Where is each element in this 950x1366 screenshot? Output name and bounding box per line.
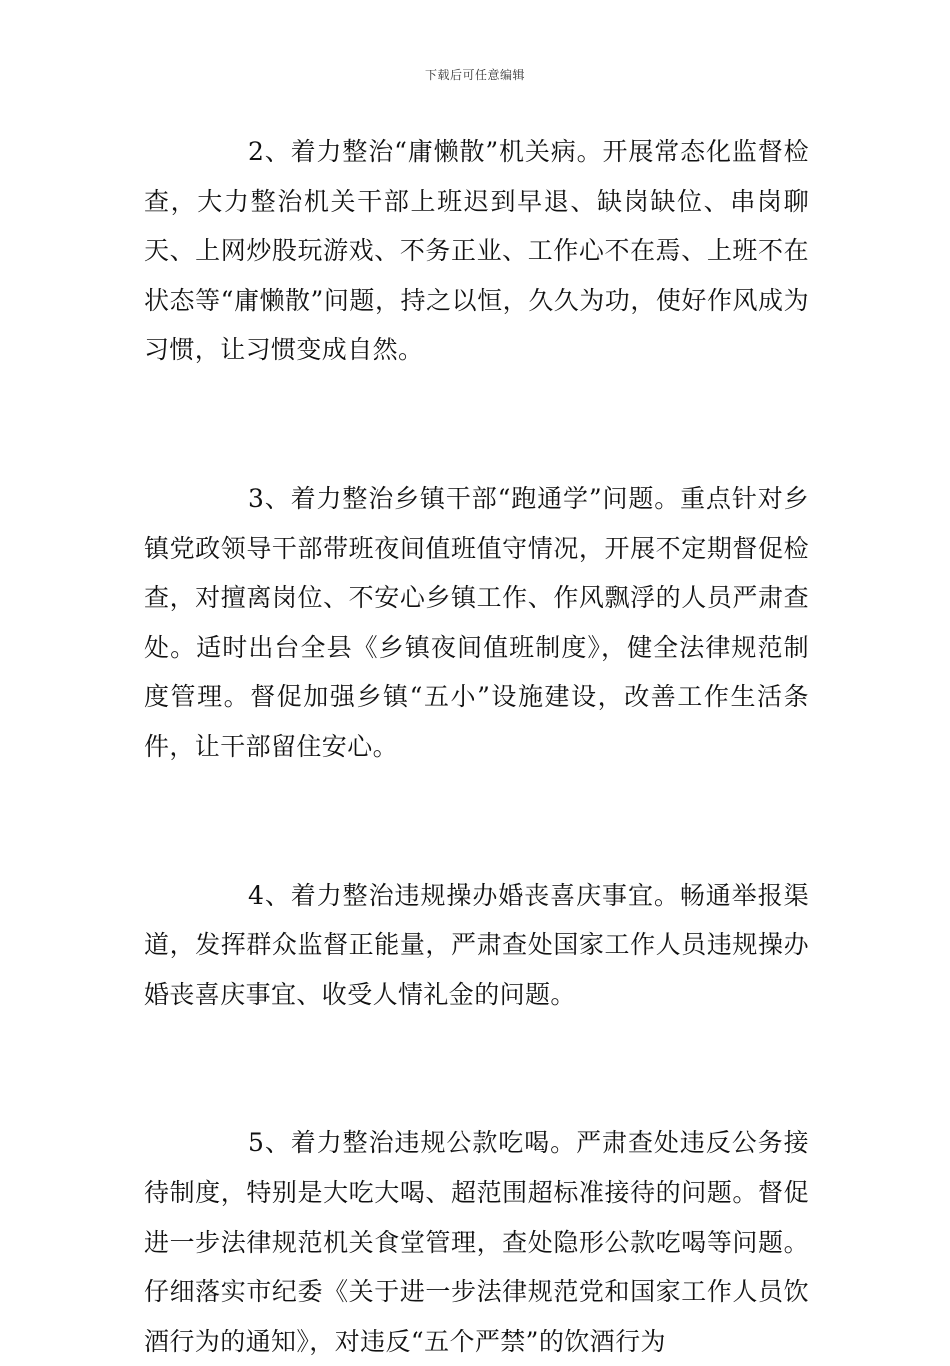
paragraph-3: 3、着力整治乡镇干部“跑通学”问题。重点针对乡镇党政领导干部带班夜间值班值守情况，开展不定期督促检查，对擅离岗位、不安心乡镇工作、作风飘浮的人员严肃查处。适时出台全县《乡镇夜间值班制度》，健全法律规范制度管理。督促加强乡镇“五小”设施建设，改善工作生活条件，让干部留住安心。 [144, 483, 809, 761]
paragraph-4: 4、着力整治违规操办婚丧喜庆事宜。畅通举报渠道，发挥群众监督正能量，严肃查处国家工作人员违规操办婚丧喜庆事宜、收受人情礼金的问题。 [144, 880, 809, 1009]
paragraph-5: 5、着力整治违规公款吃喝。严肃查处违反公务接待制度，特别是大吃大喝、超范围超标准接待的问题。督促进一步法律规范机关食堂管理，查处隐形公款吃喝等问题。仔细落实市纪委《关于进一步法律规范党和国家工作人员饮酒行为的通知》，对违反“五个严禁”的饮酒行为 [144, 1128, 809, 1356]
document-body [144, 127, 809, 1366]
paragraph-2: 2、着力整治“庸懒散”机关病。开展常态化监督检查，大力整治机关干部上班迟到早退、缺岗缺位、串岗聊天、上网炒股玩游戏、不务正业、工作心不在焉、上班不在状态等“庸懒散”问题，持之以恒，久久为功，使好作风成为习惯，让习惯变成自然。 [144, 137, 809, 365]
page-header: 下载后可任意编辑 [424, 68, 525, 82]
